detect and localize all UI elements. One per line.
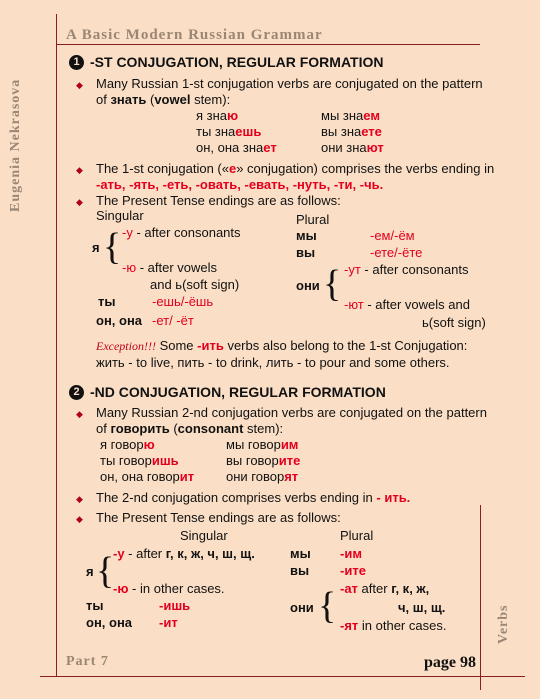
brace-icon: { xyxy=(323,263,342,305)
s1-bullet1-line1: Many Russian 1-st conjugation verbs are conjugated on the pattern xyxy=(96,76,483,91)
bullet-icon: ◆ xyxy=(76,494,83,504)
part-label: Part 7 xyxy=(66,654,109,669)
author-name: Eugenia Nekrasova xyxy=(8,78,23,212)
s2-pronoun-on: он, она xyxy=(86,615,133,630)
s2-pattern-ya: я говорю xyxy=(100,437,155,452)
s1-pronoun-on: он, она xyxy=(96,313,143,328)
s2-ya-ending1: -у - after г, к, ж, ч, ш, щ. xyxy=(113,546,255,561)
s2-ya-ending2: -ю - in other cases. xyxy=(113,581,225,596)
s1-bullet3: The Present Tense endings are as follows: xyxy=(96,193,341,208)
s2-bullet3: The Present Tense endings are as follows: xyxy=(96,510,341,525)
right-margin-rule xyxy=(480,505,481,690)
s2-pronoun-ya: я xyxy=(86,564,94,579)
s1-oni-ending2: -ют - after vowels and xyxy=(344,297,470,312)
s1-ya-ending2: -ю - after vowels xyxy=(122,260,218,275)
s2-bullet1-line1: Many Russian 2-nd conjugation verbs are conjugated on the pattern xyxy=(96,405,487,420)
s2-my-ending: -им xyxy=(340,546,362,561)
s1-my-ending: -ем/-ём xyxy=(370,228,415,243)
s2-pattern-vy: вы говорите xyxy=(226,453,301,468)
s2-pronoun-vy: вы xyxy=(290,563,310,578)
s1-bullet2-line1: The 1-st conjugation («е» conjugation) comprises the verbs ending in xyxy=(96,161,495,176)
brace-icon: { xyxy=(103,226,122,268)
s2-singular-label: Singular xyxy=(180,528,228,543)
s1-pronoun-oni: они xyxy=(296,278,320,293)
s2-ty-ending: -ишь xyxy=(159,598,191,613)
s1-ty-ending: -ешь/-ёшь xyxy=(152,294,214,309)
s1-pattern-oni: они знают xyxy=(321,140,384,155)
book-title: A Basic Modern Russian Grammar xyxy=(66,27,323,43)
s2-pronoun-ty: ты xyxy=(86,598,104,613)
s1-pronoun-ya: я xyxy=(92,240,100,255)
brace-icon: { xyxy=(96,550,115,592)
s1-pronoun-my: мы xyxy=(296,228,317,243)
top-rule xyxy=(56,44,480,45)
s1-pattern-ty: ты знаешь xyxy=(196,124,262,139)
s1-ya-ending2-note: and ь(soft sign) xyxy=(150,277,240,292)
page-number: page 98 xyxy=(424,654,476,671)
s2-bullet2: The 2-nd conjugation comprises verbs ending in - ить. xyxy=(96,490,411,505)
bottom-rule xyxy=(40,676,525,677)
s1-pattern-my: мы знаем xyxy=(321,108,380,123)
s1-oni-ending2-note: ь(soft sign) xyxy=(422,315,486,330)
s2-plural-label: Plural xyxy=(340,528,374,543)
s2-bullet1-line2: of говорить (consonant stem): xyxy=(96,421,284,436)
s1-pronoun-vy: вы xyxy=(296,245,316,260)
s2-oni-ending1-letters: ч, ш, щ. xyxy=(398,600,446,615)
bullet-icon: ◆ xyxy=(76,409,83,419)
s1-pronoun-ty: ты xyxy=(98,294,116,309)
s1-pattern-on: он, она знает xyxy=(196,140,277,155)
s2-pronoun-oni: они xyxy=(290,600,314,615)
s2-vy-ending: -ите xyxy=(340,563,366,578)
s1-exception-line2: жить - to live, пить - to drink, лить - to pour and some others. xyxy=(96,355,450,370)
s1-singular-label: Singular xyxy=(96,208,144,223)
s2-pattern-my: мы говорим xyxy=(226,437,299,452)
bullet-icon: ◆ xyxy=(76,197,83,207)
s1-bullet2-endings: -ать, -ять, -еть, -овать, -евать, -нуть, -ти, -чь. xyxy=(96,177,384,192)
s2-pronoun-my: мы xyxy=(290,546,311,561)
bullet-icon: ◆ xyxy=(76,80,83,90)
bullet-icon: ◆ xyxy=(76,165,83,175)
s1-pattern-ya: я знаю xyxy=(196,108,239,123)
section-1-heading: -ST CONJUGATION, REGULAR FORMATION xyxy=(90,54,384,70)
section-2-number-badge: 2 xyxy=(69,385,84,400)
s2-oni-ending2: -ят in other cases. xyxy=(340,618,447,633)
s2-oni-ending1: -ат after г, к, ж, xyxy=(340,581,430,596)
section-2-heading: -ND CONJUGATION, REGULAR FORMATION xyxy=(90,384,386,400)
s1-exception-line1: Exception!!! Some -ить verbs also belong to the 1-st Conjugation: xyxy=(96,338,468,353)
s1-ya-ending1: -у - after consonants xyxy=(122,225,241,240)
s1-bullet1-line2: of знать (vowel stem): xyxy=(96,92,231,107)
s2-pattern-oni: они говорят xyxy=(226,469,299,484)
left-margin-rule xyxy=(56,14,57,676)
s2-pattern-ty: ты говоришь xyxy=(100,453,179,468)
s1-oni-ending1: -ут - after consonants xyxy=(344,262,469,277)
brace-icon: { xyxy=(318,585,337,627)
s2-pattern-on: он, она говорит xyxy=(100,469,195,484)
s1-on-ending: -ет/ -ёт xyxy=(152,313,194,328)
s1-vy-ending: -ете/-ёте xyxy=(370,245,423,260)
s1-plural-label: Plural xyxy=(296,212,330,227)
s1-pattern-vy: вы знаете xyxy=(321,124,382,139)
section-1-number-badge: 1 xyxy=(69,55,84,70)
section-name: Verbs xyxy=(496,604,511,644)
s2-on-ending: -ит xyxy=(159,615,178,630)
bullet-icon: ◆ xyxy=(76,514,83,524)
